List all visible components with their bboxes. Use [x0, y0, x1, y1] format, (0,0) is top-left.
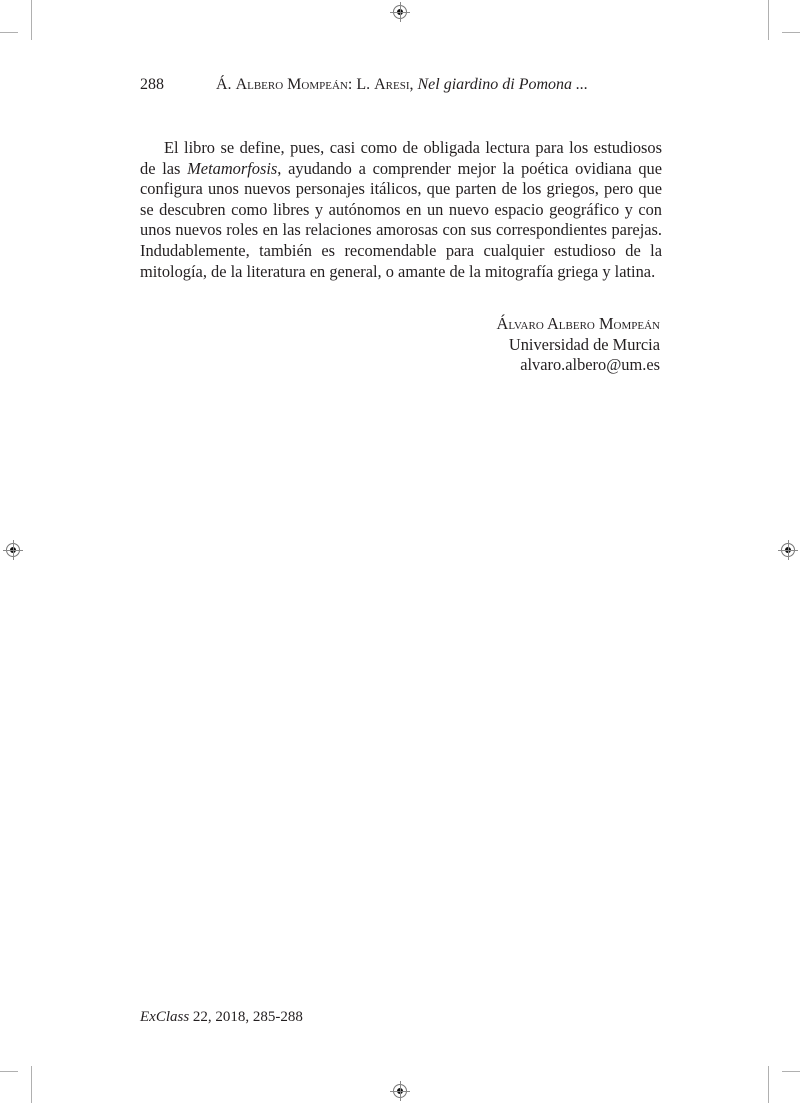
crop-mark-bottom-left-h	[0, 1071, 18, 1072]
page-number: 288	[140, 76, 164, 93]
crop-mark-top-right-v	[768, 0, 769, 40]
registration-mark-right-icon	[781, 543, 795, 557]
author-surname: Albero Mompeán	[235, 76, 348, 93]
review-body	[140, 138, 662, 282]
crop-mark-top-right-h	[782, 32, 800, 33]
author-initial: Á.	[216, 76, 232, 93]
crop-mark-bottom-right-v	[768, 1066, 769, 1103]
journal-name: ExClass	[140, 1009, 190, 1025]
running-head	[140, 76, 588, 94]
work-title: Metamorfosis	[187, 158, 278, 178]
comma: ,	[409, 76, 414, 93]
separator: :	[347, 76, 353, 93]
reviewed-author-surname: Aresi	[374, 76, 410, 93]
signature-block	[496, 314, 660, 376]
text-span: , ayudando a comprender mejor la poética ovidiana que configura unos nuevos personajes itálicos, que parten de los griegos, pero que se descubren como libres y autónomos en un nuevo espacio geográfico y con unos nuevos roles en las relaciones amorosas con sus correspondientes parejas. Indudablemente, también es recomendable para cualquier estudioso de la mitología, de la literatura en general, o amante de la mitografía griega y latina.	[140, 158, 662, 281]
paragraph	[140, 138, 662, 282]
book-title: Nel giardino di Pomona ...	[417, 76, 589, 93]
reviewer-email: alvaro.albero@um.es	[520, 355, 660, 375]
reviewer-name: Álvaro Albero Mompeán	[496, 314, 660, 333]
journal-footer	[140, 1009, 303, 1026]
reviewed-author-initial: L.	[356, 76, 371, 93]
journal-citation: 22, 2018, 285-288	[189, 1009, 303, 1025]
reviewer-affiliation: Universidad de Murcia	[508, 334, 660, 354]
text-span: El libro se define, pues, casi como de obligada lectura para los estudiosos de las	[140, 138, 662, 178]
crop-mark-bottom-left-v	[31, 1066, 32, 1103]
registration-mark-left-icon	[6, 543, 20, 557]
crop-mark-top-left-v	[31, 0, 32, 40]
crop-mark-top-left-h	[0, 32, 18, 33]
registration-mark-bottom-icon	[393, 1084, 407, 1098]
registration-mark-top-icon	[393, 5, 407, 19]
crop-mark-bottom-right-h	[782, 1071, 800, 1072]
